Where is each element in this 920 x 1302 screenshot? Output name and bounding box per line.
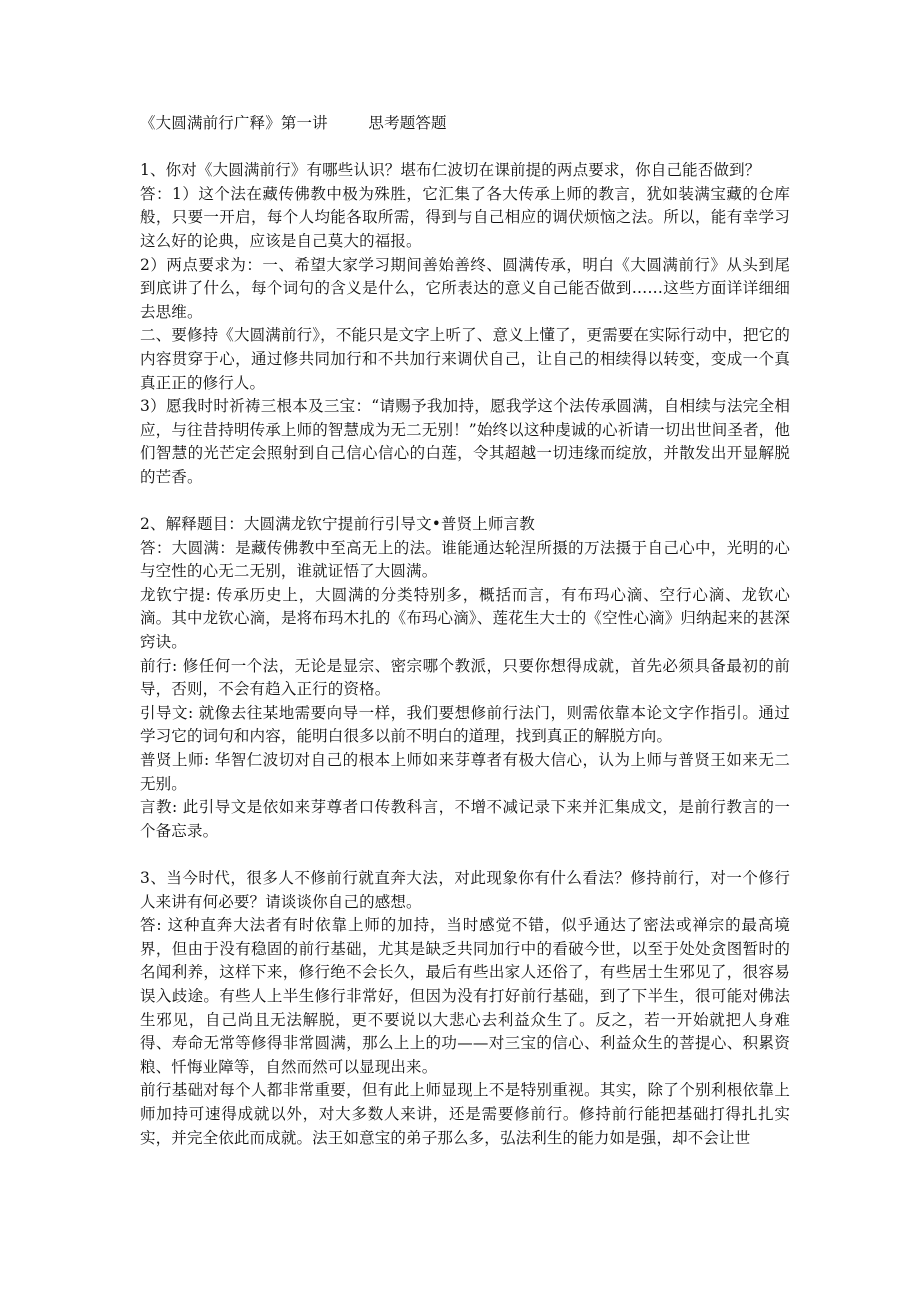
answer-2-term-2: 龙钦宁提: 传承历史上，大圆满的分类特别多，概括而言，有布玛心滴、空行心滴、龙钦心滴。其中龙钦心滴，是将布玛木扎的《布玛心滴》、莲花生大士的《空性心滴》归纳起来的甚深窍诀。 xyxy=(140,585,790,652)
answer-1-part-1: 答：1）这个法在藏传佛教中极为殊胜，它汇集了各大传承上师的教言，犹如装满宝藏的仓库般，只要一开启，每个人均能各取所需，得到与自己相应的调伏烦恼之法。所以，能有幸学习这么好的论典，应该是自己莫大的福报。 xyxy=(140,184,790,250)
answer-1-part-4: 3）愿我时时祈祷三根本及三宝：“请赐予我加持，愿我学这个法传承圆满，自相续与法完全相应，与往昔持明传承上师的智慧成为无二无别！”始终以这种虔诚的心祈请一切出世间圣者，他们智慧的光芒定会照射到自己信心信心的白莲，令其超越一切违缘而绽放，并散发出开显解脱的芒香。 xyxy=(140,397,790,486)
document-title: 《大圆满前行广释》第一讲 思考题答题 xyxy=(140,114,447,132)
question-1: 1、你对《大圆满前行》有哪些认识？堪布仁波切在课前提的两点要求，你自己能否做到？ xyxy=(140,161,761,180)
question-3-section xyxy=(140,867,790,1150)
answer-2-term-3: 前行: 修任何一个法，无论是显宗、密宗哪个教派，只要你想得成就，首先必须具备最初的前导，否则，不会有趋入正行的资格。 xyxy=(140,656,790,699)
answer-2-term-5: 普贤上师: 华智仁波切对自己的根本上师如来芽尊者有极大信心，认为上师与普贤王如来无二无别。 xyxy=(140,751,790,793)
document-page xyxy=(140,112,790,1174)
question-1-section xyxy=(140,159,790,489)
answer-2-term-4: 引导文: 就像去往某地需要向导一样，我们要想修前行法门，则需依靠本论文字作指引。通过学习它的词句和内容，能明白很多以前不明白的道理，找到真正的解脱方向。 xyxy=(140,703,790,746)
question-3: 3、当今时代，很多人不修前行就直奔大法，对此现象你有什么看法？修持前行，对一个修行人来讲有何必要？请谈谈你自己的感想。 xyxy=(140,869,790,911)
answer-1-part-3: 二、要修持《大圆满前行》，不能只是文字上听了、意义上懂了，更需要在实际行动中，把它的内容贯穿于心，通过修共同加行和不共加行来调伏自己，让自己的相续得以转变，变成一个真真正正的修行人。 xyxy=(140,326,790,392)
answer-1-part-2: 2）两点要求为：一、希望大家学习期间善始善终、圆满传承，明白《大圆满前行》从头到尾到底讲了什么，每个词句的含义是什么，它所表达的意义自己能否做到……这些方面详详细细去思维。 xyxy=(140,255,790,321)
answer-3-part-2: 前行基础对每个人都非常重要，但有此上师显现上不是特别重视。其实，除了个别利根依靠上师加持可速得成就以外，对大多数人来讲，还是需要修前行。修持前行能把基础打得扎扎实实，并完全依此而成就。法王如意宝的弟子那么多，弘法利生的能力如是强，却不会让世 xyxy=(140,1081,790,1147)
answer-2-term-6: 言教: 此引导文是依如来芽尊者口传教科言，不增不减记录下来并汇集成文，是前行教言的一个备忘录。 xyxy=(140,798,790,840)
question-2: 2、解释题目：大圆满龙钦宁提前行引导文•普贤上师言教 xyxy=(140,515,535,534)
answer-2-term-1: 答：大圆满：是藏传佛教中至高无上的法。谁能通达轮涅所摄的万法摄于自己心中，光明的心与空性的心无二无别，谁就证悟了大圆满。 xyxy=(140,538,790,581)
question-2-section xyxy=(140,513,790,843)
answer-3-part-1: 答: 这种直奔大法者有时依靠上师的加持，当时感觉不错，似乎通达了密法或禅宗的最高境界，但由于没有稳固的前行基础，尤其是缺乏共同加行中的看破今世，以至于处处贪图暂时的名闻利养，这样下来，修行绝不会长久，最后有些出家人还俗了，有些居士生邪见了，很容易误入歧途。有些人上半生修行非常好，但因为没有打好前行基础，到了下半生，很可能对佛法生邪见，自己尚且无法解脱，更不要说以大悲心去利益众生了。反之，若一开始就把人身难得、寿命无常等修得非常圆满，那么上上的功——对三宝的信心、利益众生的菩提心、积累资粮、忏悔业障等，自然而然可以显现出来。 xyxy=(140,916,790,1076)
